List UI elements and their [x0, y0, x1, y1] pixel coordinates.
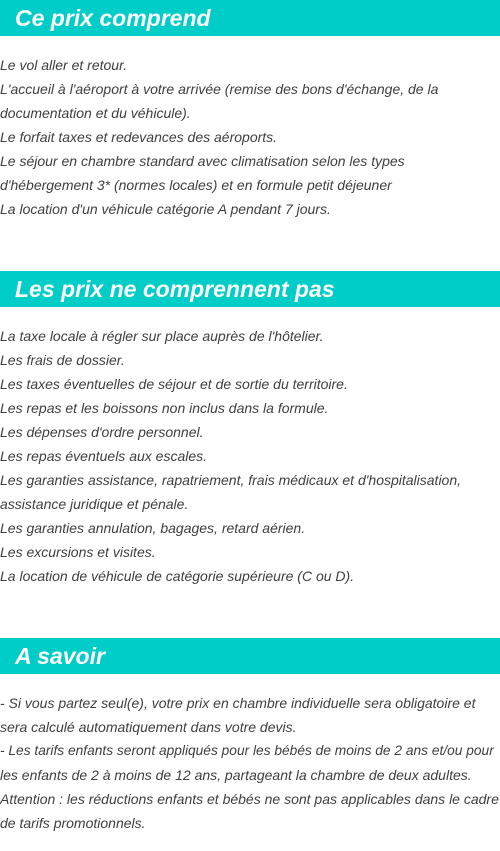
list-item: Les frais de dossier.: [0, 352, 125, 368]
list-item: La taxe locale à régler sur place auprès de l'hôtelier.: [0, 328, 324, 344]
list-item: Le séjour en chambre standard avec climatisation selon les types: [0, 153, 405, 169]
list-item: d'hébergement 3* (normes locales) et en formule petit déjeuner: [0, 177, 392, 193]
list-item: Attention : les réductions enfants et bébés ne sont pas applicables dans le cadre: [0, 791, 499, 807]
list-item: Les excursions et visites.: [0, 544, 156, 560]
list-item: Les taxes éventuelles de séjour et de sortie du territoire.: [0, 376, 348, 392]
section-header-good-to-know: [0, 638, 500, 674]
section-body-price-excludes: [0, 324, 500, 588]
list-item: - Les tarifs enfants seront appliqués pour les bébés de moins de 2 ans et/ou pour: [0, 743, 494, 758]
section-body-price-includes: [0, 53, 500, 221]
list-item: assistance juridique et pénale.: [0, 496, 189, 512]
list-item: Les repas éventuels aux escales.: [0, 448, 208, 464]
list-item: La location d'un véhicule catégorie A pendant 7 jours.: [0, 201, 331, 217]
list-item: de tarifs promotionnels.: [0, 815, 146, 831]
section-body-good-to-know: [0, 691, 500, 835]
section-header-price-excludes: [0, 271, 500, 307]
section-title: Les prix ne comprennent pas: [15, 275, 335, 302]
list-item: La location de véhicule de catégorie supérieure (C ou D).: [0, 568, 355, 584]
list-item: - Si vous partez seul(e), votre prix en chambre individuelle sera obligatoire et: [0, 695, 476, 711]
list-item: Le vol aller et retour.: [0, 57, 128, 73]
section-title: Ce prix comprend: [15, 4, 211, 31]
list-item: sera calculé automatiquement dans votre devis.: [0, 719, 297, 735]
list-item: les enfants de 2 à moins de 12 ans, partageant la chambre de deux adultes.: [0, 767, 472, 783]
section-header-price-includes: [0, 0, 500, 36]
list-item: Le forfait taxes et redevances des aéroports.: [0, 129, 278, 145]
list-item: Les garanties assistance, rapatriement, frais médicaux et d'hospitalisation,: [0, 472, 462, 488]
list-item: L'accueil à l'aéroport à votre arrivée (remise des bons d'échange, de la: [0, 81, 439, 97]
section-title: A savoir: [15, 642, 105, 669]
list-item: documentation et du véhicule).: [0, 105, 191, 121]
list-item: Les repas et les boissons non inclus dans la formule.: [0, 400, 329, 416]
list-item: Les dépenses d'ordre personnel.: [0, 424, 204, 440]
list-item: Les garanties annulation, bagages, retard aérien.: [0, 520, 306, 536]
